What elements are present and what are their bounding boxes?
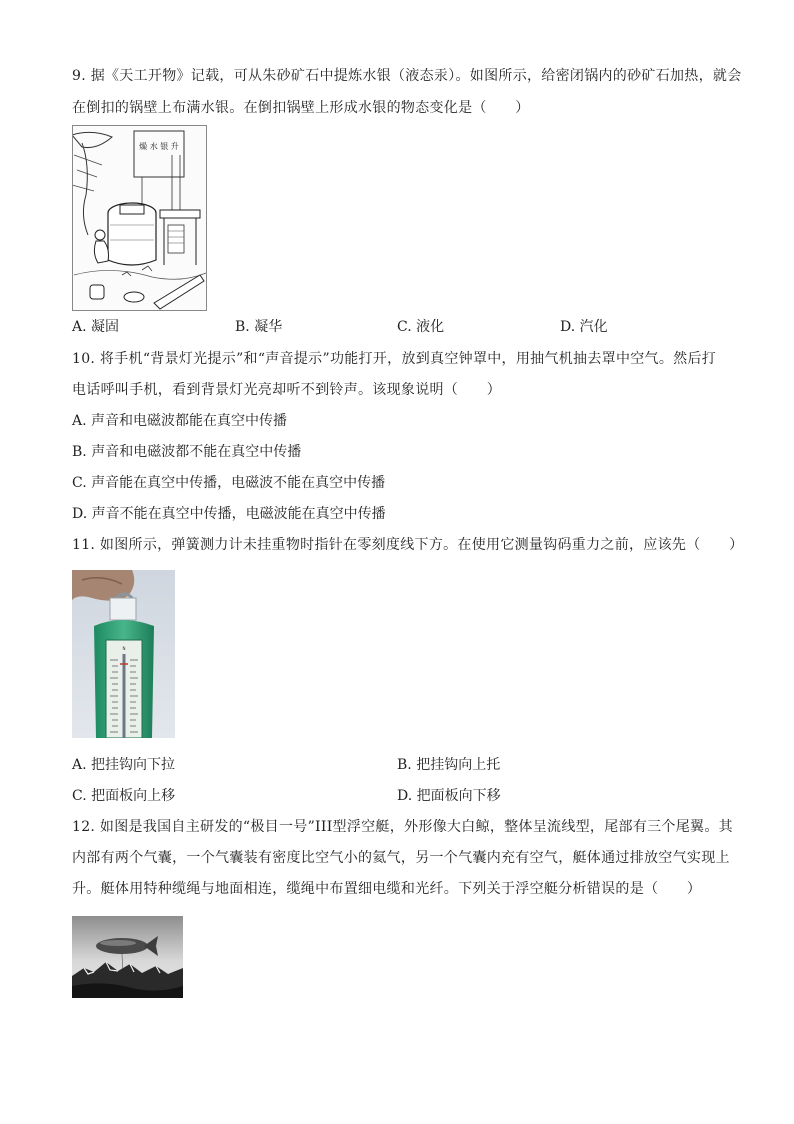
spring-scale-image (72, 570, 175, 738)
svg-text:N: N (122, 646, 126, 651)
q10-option-d[interactable]: D. 声音不能在真空中传播，电磁波能在真空中传播 (72, 506, 386, 522)
q9-option-a[interactable]: A. 凝固 (72, 319, 120, 335)
q9-text-line2: 在倒扣的锅壁上布满水银。在倒扣锅壁上形成水银的物态变化是（ ） (72, 100, 530, 116)
q10-text-line1: 10. 将手机“背景灯光提示”和“声音提示”功能打开，放到真空钟罩中，用抽气机抽去罩中空气。然后打 (72, 351, 717, 367)
q11-option-b[interactable]: B. 把挂钩向上托 (397, 757, 501, 773)
q11-option-c[interactable]: C. 把面板向上移 (72, 788, 176, 804)
q11-option-a[interactable]: A. 把挂钩向下拉 (72, 757, 176, 773)
q12-text-line3: 升。艇体用特种缆绳与地面相连，缆绳中布置细电缆和光纤。下列关于浮空艇分析错误的是（ ） (72, 881, 702, 897)
q11-spring-scale-photo (72, 570, 175, 738)
q10-option-a[interactable]: A. 声音和电磁波都能在真空中传播 (72, 413, 288, 429)
q9-option-b[interactable]: B. 凝华 (235, 319, 283, 335)
q11-text-line1: 11. 如图所示，弹簧测力计未挂重物时指针在零刻度线下方。在使用它测量钩码重力之前，应该先（ ） (72, 537, 744, 553)
q12-text-line1: 12. 如图是我国自主研发的“极目一号”III型浮空艇，外形像大白鲸，整体呈流线型，尾部有三个尾翼。其 (72, 819, 733, 835)
q12-text-line2: 内部有两个气囊，一个气囊装有密度比空气小的氦气，另一个气囊内充有空气，艇体通过排放空气实现上 (72, 850, 730, 866)
airship-image (72, 916, 183, 998)
q10-option-c[interactable]: C. 声音能在真空中传播，电磁波不能在真空中传播 (72, 475, 386, 491)
q10-option-b[interactable]: B. 声音和电磁波都不能在真空中传播 (72, 444, 302, 460)
q9-option-d[interactable]: D. 汽化 (560, 319, 608, 335)
woodcut-caption: 燥 水 银 升 (139, 142, 179, 151)
q9-text-line1: 9. 据《天工开物》记载，可从朱砂矿石中提炼水银（液态汞）。如图所示，给密闭锅内的砂矿石加热，就会 (72, 68, 742, 84)
q9-illustration (72, 125, 207, 311)
tiangong-kaiwu-woodcut (72, 125, 207, 311)
q12-airship-photo (72, 916, 183, 998)
q9-option-c[interactable]: C. 液化 (397, 319, 445, 335)
q11-option-d[interactable]: D. 把面板向下移 (397, 788, 501, 804)
q10-text-line2: 电话呼叫手机，看到背景灯光亮却听不到铃声。该现象说明（ ） (72, 382, 501, 398)
